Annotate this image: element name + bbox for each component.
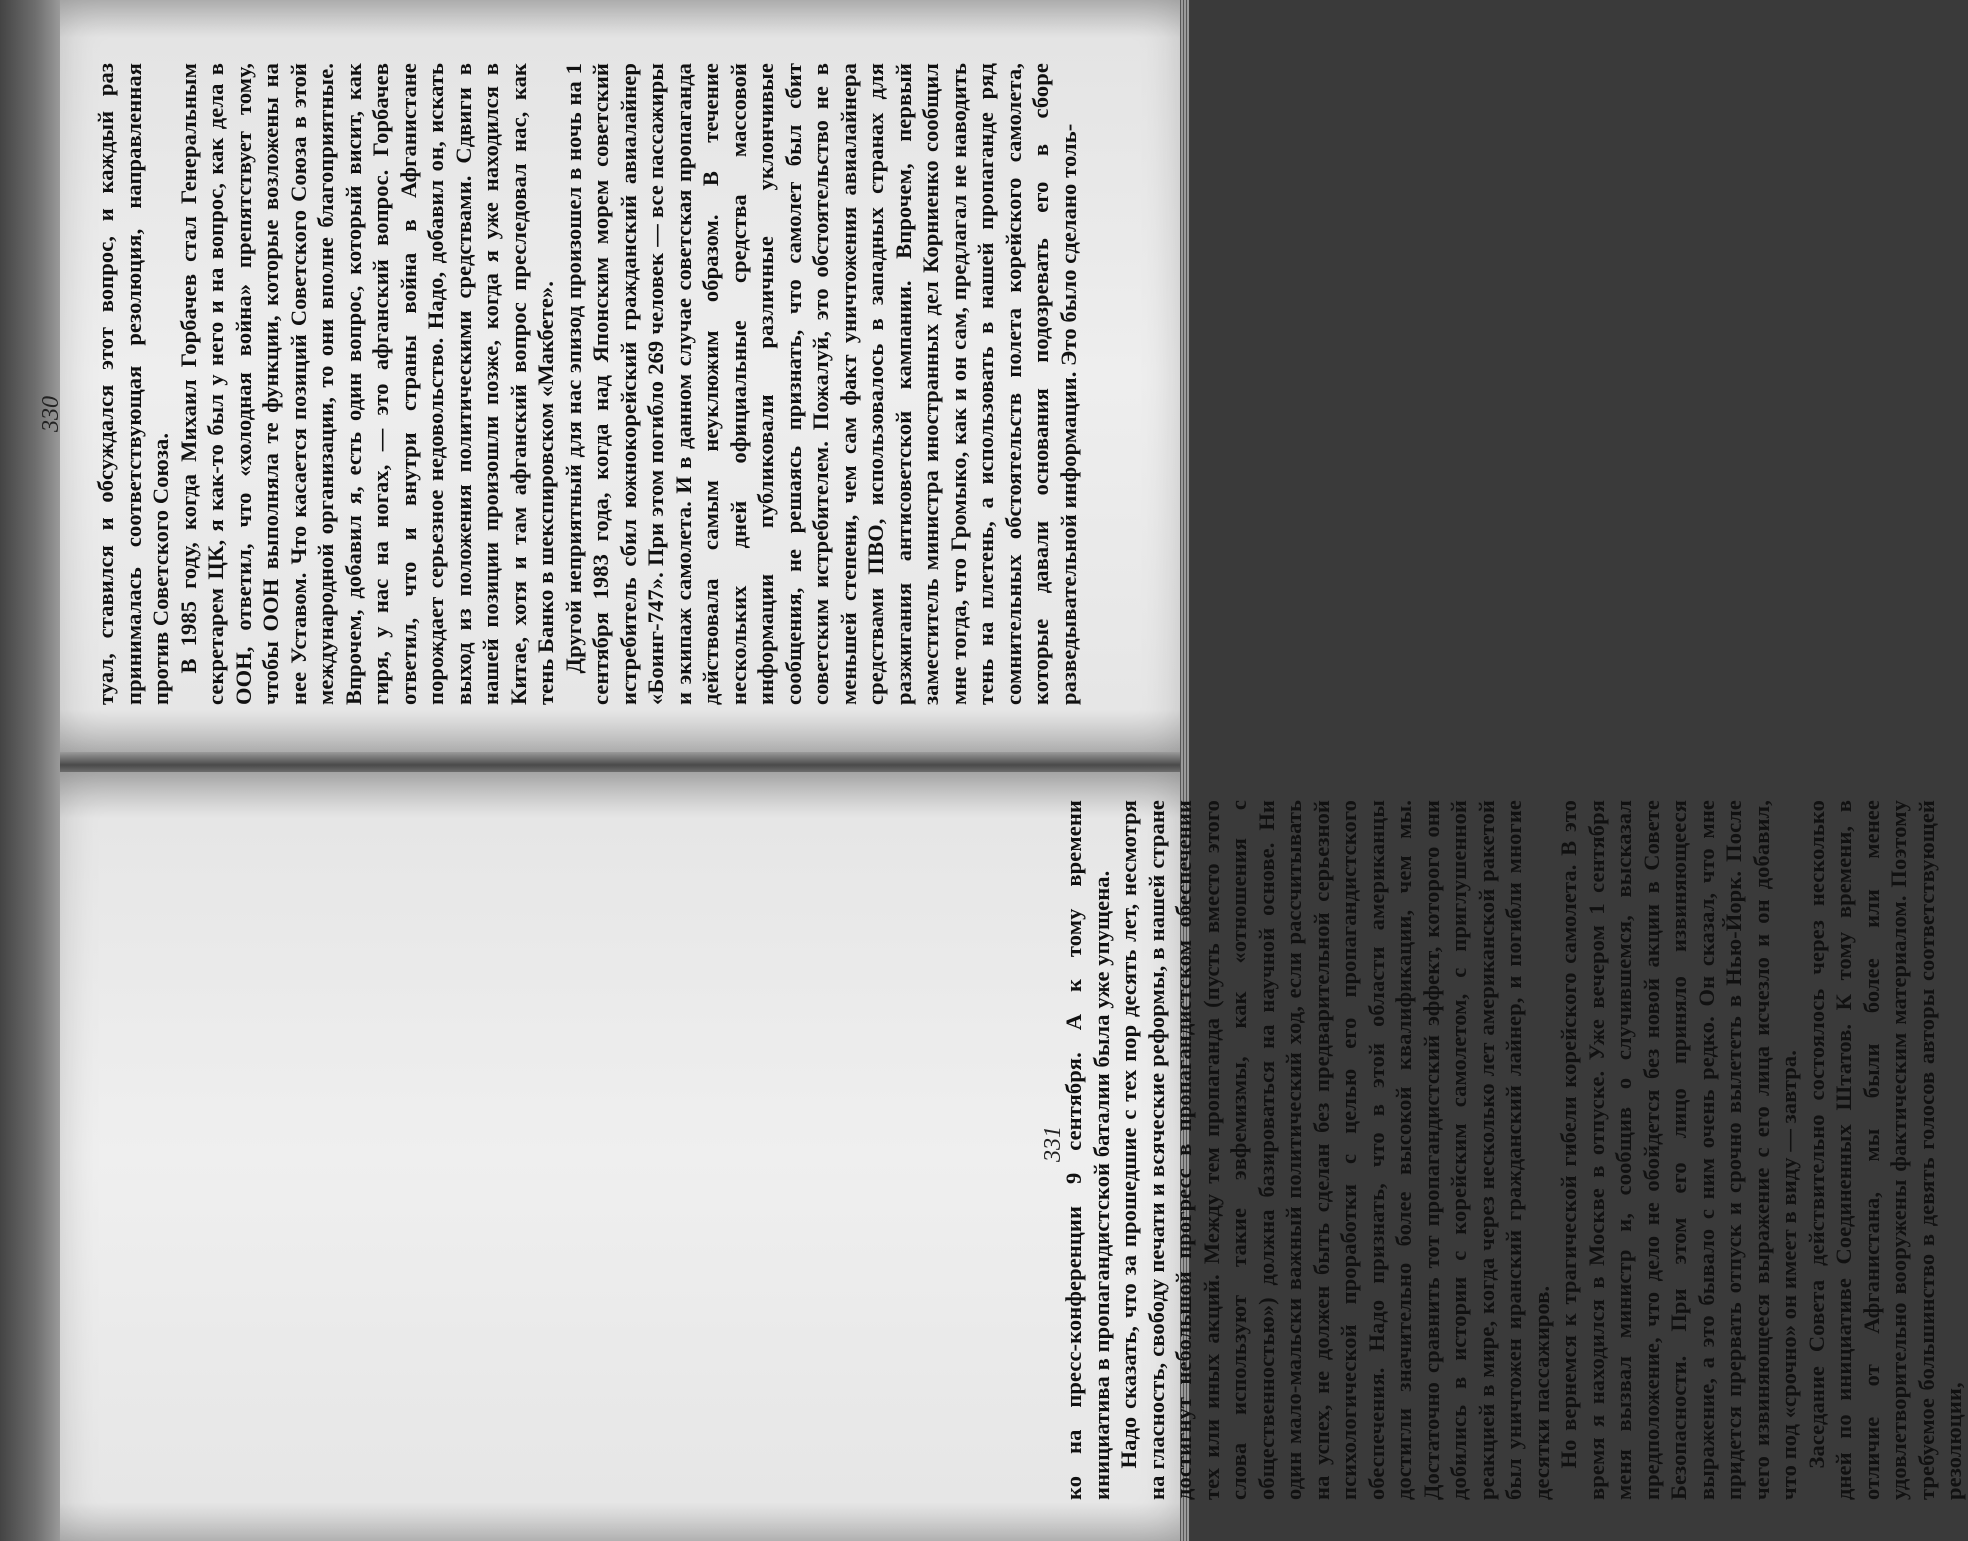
page-number: 331 (1040, 1126, 1066, 1162)
page-number: 330 (38, 396, 64, 432)
paragraph: туал, ставился и обсуждался этот вопрос, и каждый раз принималась соответствующая резолюция, направленная против Советского Союза. (93, 63, 173, 705)
page-330-text (92, 63, 1082, 705)
page-331 (60, 772, 1180, 1541)
paragraph: Но вернемся к трагической гибели корейского самолета. В это время я находился в Москве в отпуске. Уже вечером 1 сентября меня вызвал министр и, сообщив о случившемся, высказал предположение, что дело не обойдется без новой акции в Совете Безопасности. При этом его лицо приняло извиняющееся выражение, а это бывало с ним очень редко. Он сказал, что мне придется прервать отпуск и срочно вылететь в Нью-Йорк. После чего извиняющееся выражение с его лица исчезло и он добавил, что под «срочно» он имеет в виду — завтра. (1556, 800, 1801, 1500)
paragraph: Заседание Совета действительно состоялось через несколько дней по инициативе Соединенных Штатов. К тому времени, в отличие от Афганистана, мы были более или менее удовлетворительно вооружены фактическим материалом. Поэтому требуемое большинство в девять голосов авторы соответствующей резолюции, (1803, 800, 1966, 1500)
paragraph: В 1985 году, когда Михаил Горбачев стал Генеральным секретарем ЦК, я как-то был у него и на вопрос, как дела в ООН, ответил, что «холодная война» препятствует тому, чтобы ООН выполняла те функции, которые возложены на нее Уставом. Что касается позиций Советского Союза в этой международной организации, то они вполне благоприятные. Впрочем, добавил я, есть один вопрос, который висит, как гиря, у нас на ногах, — это афганский вопрос. Горбачев ответил, что и внутри страны война в Афганистане порождает серьезное недовольство. Надо, добавил он, искать выход из положения политическими средствами. Сдвиги в нашей позиции произошли позже, когда я уже находился в Китае, хотя и там афганский вопрос преследовал нас, как тень Банко в шекспировском «Макбете». (175, 63, 558, 705)
paragraph: Другой неприятный для нас эпизод произошел в ночь на 1 сентября 1983 года, когда над Японским морем советский истребитель сбил южнокорейский гражданский авиалайнер «Боинг-747». При этом погибло 269 человек — все пассажиры и экипаж самолета. И в данном случае советская пропаганда действовала самым неуклюжим образом. В течение нескольких дней официальные средства массовой информации публиковали различные уклончивые сообщения, не решаясь признать, что самолет был сбит советским истребителем. Пожалуй, это обстоятельство не в меньшей степени, чем сам факт уничтожения авиалайнера средствами ПВО, использовалось в западных странах для разжигания антисоветской кампании. Впрочем, первый заместитель министра иностранных дел Корниенко сообщил мне тогда, что Громыко, как и он сам, предлагал не наводить тень на плетень, а использовать в нашей пропаганде ряд сомнительных обстоятельств полета корейского самолета, которые давали основания подозревать его в сборе разведывательной информации. Это было сделано толь- (560, 63, 1081, 705)
page-331-text (1060, 800, 1968, 1500)
paragraph: Надо сказать, что за прошедшие с тех пор десять лет, несмотря на гласность, свободу печати и всяческие реформы, в нашей стране достигнут небольшой прогресс в пропагандистском обеспечении тех или иных акций. Между тем пропаганда (пусть вместо этого слова используют такие эвфемизмы, как «отношения с общественностью») должна базироваться на научной основе. Ни один мало-мальски важный политический ход, если рассчитывать на успех, не должен быть сделан без предварительной серьезной психологической проработки с целью его пропагандистского обеспечения. Надо признать, что в этой области американцы достигли значительно более высокой квалификации, чем мы. Достаточно сравнить тот пропагандистский эффект, которого они добились в истории с корейским самолетом, с приглушенной реакцией в мире, когда через несколько лет американской ракетой был уничтожен иранский гражданский лайнер, и погибли многие десятки пассажиров. (1116, 800, 1554, 1500)
paragraph: ко на пресс-конференции 9 сентября. А к тому времени инициатива в пропагандистской баталии была уже упущена. (1061, 800, 1114, 1500)
